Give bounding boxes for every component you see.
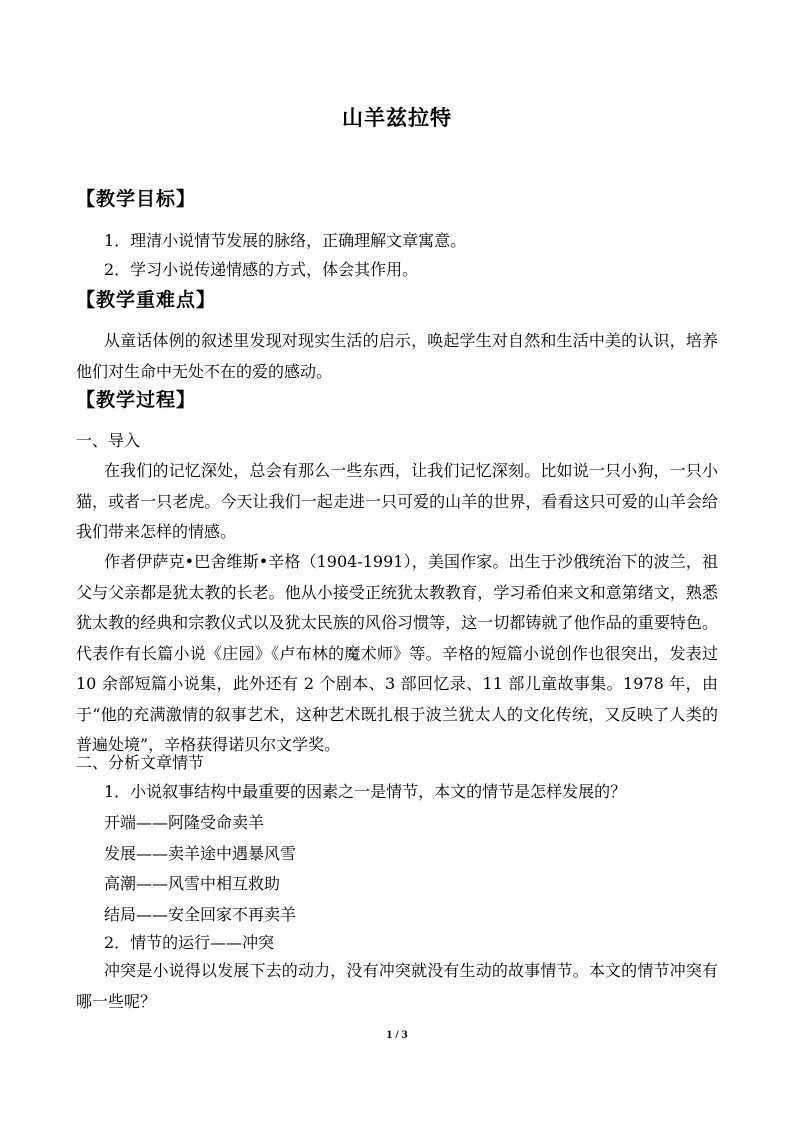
goal-item: 2．学习小说传递情感的方式，体会其作用。: [104, 260, 419, 279]
plot-item: 发展——卖羊途中遇暴风雪: [104, 844, 297, 863]
conflict-paragraph: 冲突是小说得以发展下去的动力，没有冲突就没有生动的故事情节。本文的情节冲突有哪一些呢？: [76, 961, 718, 1011]
intro-paragraph: 在我们的记忆深处，总会有那么一些东西，让我们记忆深刻。比如说一只小狗，一只小猫，或者一只老虎。今天让我们一起走进一只可爱的山羊的世界，看看这只可爱的山羊会给我们带来怎样的情感。: [76, 461, 718, 541]
question-item: 1．小说叙事结构中最重要的因素之一是情节，本文的情节是怎样发展的？: [104, 782, 627, 801]
author-paragraph: 作者伊萨克•巴舍维斯•辛格（1904-1991），美国作家。出生于沙俄统治下的波兰，祖父与父亲都是犹太教的长老。他从小接受正统犹太教教育，学习希伯来文和意第绪文，熟悉犹太教的经典和宗教仪式以及犹太民族的风俗习惯等，这一切都铸就了他作品的重要特色。代表作有长篇小说《庄园》《卢布林的魔术师》等。辛格的短篇小说创作也很突出，发表过 10 余部短篇小说集，此外还有 2 个剧本、3 部回忆录、11 部儿童故事集。1978 年，由于“他的充满激情的叙事艺术，这种艺术既扎根于波兰犹太人的文化传统，又反映了人类的普遍处境”，辛格获得诺贝尔文学奖。: [76, 552, 718, 754]
plot-item: 高潮——风雪中相互救助: [104, 874, 281, 893]
section-heading-process: 【教学过程】: [76, 389, 197, 411]
subsection-heading-intro: 一、导入: [76, 431, 141, 450]
document-title: 山羊兹拉特: [342, 105, 452, 130]
page-number: 1 / 3: [386, 1027, 408, 1041]
section-heading-goals: 【教学目标】: [76, 188, 197, 210]
subsection-heading-plot: 二、分析文章情节: [76, 753, 205, 772]
key-points-paragraph: 从童话体例的叙述里发现对现实生活的启示，唤起学生对自然和生活中美的认识，培养他们对生命中无处不在的爱的感动。: [76, 331, 718, 381]
plot-item: 结局——安全回家不再卖羊: [104, 905, 297, 924]
section-heading-key-points: 【教学重难点】: [76, 289, 217, 311]
goal-item: 1．理清小说情节发展的脉络，正确理解文章寓意。: [104, 231, 467, 250]
plot-item: 开端——阿隆受命卖羊: [104, 813, 265, 832]
question-item: 2．情节的运行——冲突: [104, 933, 275, 952]
